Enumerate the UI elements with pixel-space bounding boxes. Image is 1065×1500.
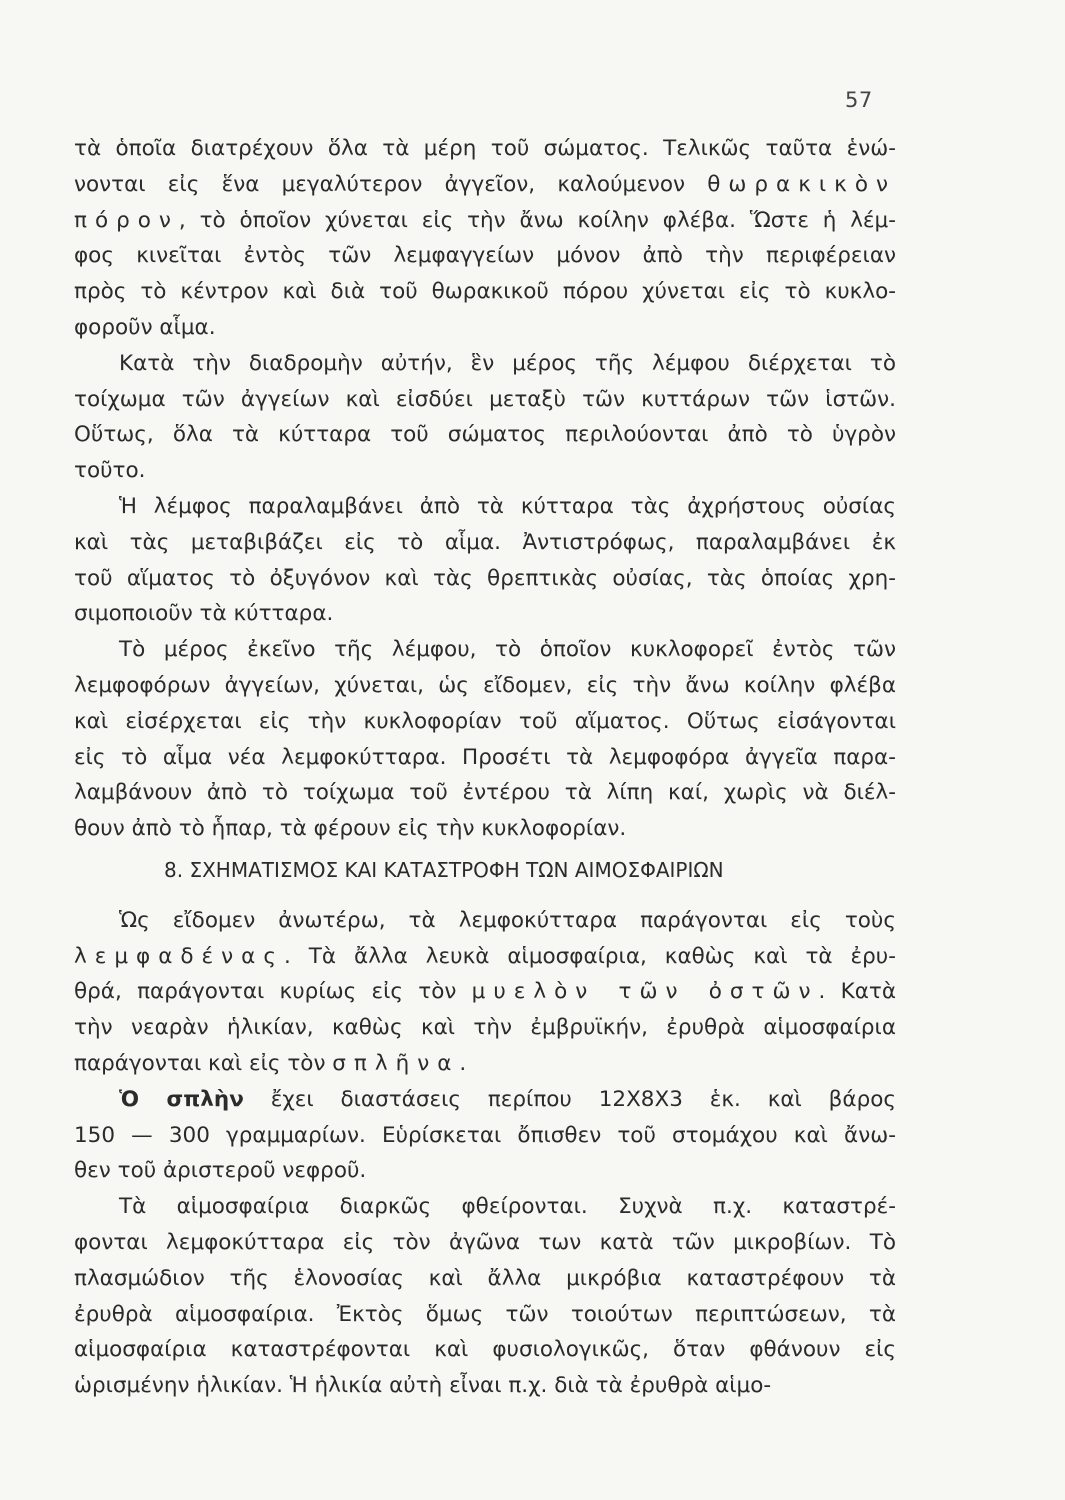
text-line [74, 903, 896, 939]
line-text: τὰ ὁποῖα διατρέχουν ὅλα τὰ μέρη τοῦ σώματος. Τελικῶς ταῦτα ἑνώ- [74, 136, 896, 161]
text-line [74, 310, 896, 346]
text-line [74, 417, 896, 453]
text-line [74, 453, 896, 489]
text-line [74, 668, 896, 704]
line-text: τὴν νεαρὰν ἡλικίαν, καθὼς καὶ τὴν ἐμβρυϊκήν, ἐρυθρὰ αἱμοσφαίρια [74, 1015, 896, 1041]
line-text: λαμβάνουν ἀπὸ τὸ τοίχωμα τοῦ ἐντέρου τὰ λίπη καί, χωρὶς νὰ διέλ- [74, 780, 896, 806]
text-line [74, 1153, 896, 1189]
spaced-term: θωρακικὸν [707, 171, 896, 197]
paragraph [74, 1082, 896, 1189]
line-text: καὶ τὰς μεταβιβάζει εἰς τὸ αἷμα. Ἀντιστρόφως, παραλαμβάνει ἐκ [74, 529, 896, 555]
line-text: εἰς τὸ αἷμα νέα λεμφοκύτταρα. Προσέτι τὰ λεμφοφόρα ἀγγεῖα παρα- [74, 744, 896, 770]
paragraph [74, 131, 896, 346]
line-text: φονται λεμφοκύτταρα εἰς τὸν ἀγῶνα των κατὰ τῶν μικροβίων. Τὸ [74, 1229, 896, 1255]
line-text: φος κινεῖται ἐντὸς τῶν λεμφαγγείων μόνον ἀπὸ τὴν περιφέρειαν [74, 243, 896, 269]
text-line [74, 1297, 896, 1333]
line-text: ἔχει διαστάσεις περίπου 12Χ8Χ3 ἑκ. καὶ βάρος [243, 1086, 896, 1112]
paragraph [74, 489, 896, 632]
line-text: Οὕτως, ὅλα τὰ κύτταρα τοῦ σώματος περιλούονται ἀπὸ τὸ ὑγρὸν [74, 422, 896, 448]
line-text: τοίχωμα τῶν ἀγγείων καὶ εἰσδύει μεταξὺ τῶν κυττάρων τῶν ἱστῶν. [74, 386, 896, 412]
line-text: Τὸ μέρος ἐκεῖνο τῆς λέμφου, τὸ ὁποῖον κυκλοφορεῖ ἐντὸς τῶν [119, 637, 896, 663]
text-line [74, 489, 896, 525]
line-text: Ὡς εἴδομεν ἀνωτέρω, τὰ λεμφοκύτταρα παράγονται εἰς τοὺς [119, 907, 896, 933]
line-text: καὶ εἰσέρχεται εἰς τὴν κυκλοφορίαν τοῦ αἵματος. Οὕτως εἰσάγονται [74, 708, 896, 734]
paragraph [74, 1189, 896, 1404]
bold-term: Ὁ σπλὴν [119, 1086, 244, 1112]
text-line [74, 1010, 896, 1046]
text-line [74, 131, 896, 167]
text-block-lymph [74, 131, 896, 847]
text-line [74, 382, 896, 418]
text-line [74, 596, 896, 632]
line-text: παράγονται καὶ εἰς τὸν [74, 1050, 333, 1076]
text-line [74, 238, 896, 274]
line-text: τοῦ αἵματος τὸ ὀξυγόνον καὶ τὰς θρεπτικὰς οὐσίας, τὰς ὁποίας χρη- [74, 565, 896, 591]
paragraph [74, 632, 896, 847]
page-number: 57 [845, 88, 873, 112]
line-text: φοροῦν αἷμα. [74, 314, 216, 340]
text-line [74, 939, 896, 975]
text-line [74, 632, 896, 668]
line-text: Κατὰ τὴν διαδρομὴν αὐτήν, ἓν μέρος τῆς λέμφου διέρχεται τὸ [119, 350, 896, 376]
text-line [74, 1046, 896, 1082]
text-line [74, 974, 896, 1010]
text-line [74, 346, 896, 382]
spaced-term: μυελὸν τῶν ὀστῶν [471, 979, 819, 1005]
line-text: τοῦτο. [74, 458, 146, 484]
line-text: πλασμώδιον τῆς ἑλονοσίας καὶ ἄλλα μικρόβια καταστρέφουν τὰ [74, 1265, 896, 1291]
line-text: πρὸς τὸ κέντρον καὶ διὰ τοῦ θωρακικοῦ πόρου χύνεται εἰς τὸ κυκλο- [74, 279, 896, 305]
line-text: νονται εἰς ἕνα μεγαλύτερον ἀγγεῖον, καλούμενον [74, 171, 708, 197]
text-line [74, 561, 896, 597]
text-line [74, 525, 896, 561]
line-text: θρά, παράγονται κυρίως εἰς τὸν [74, 979, 472, 1005]
line-text: ὡρισμένην ἡλικίαν. Ἡ ἡλικία αὐτὴ εἶναι π.χ. διὰ τὰ ἐρυθρὰ αἱμο- [74, 1373, 772, 1399]
line-text: αἱμοσφαίρια καταστρέφονται καὶ φυσιολογικῶς, ὅταν φθάνουν εἰς [74, 1337, 896, 1363]
text-line [74, 1082, 896, 1118]
line-text: Τὰ αἱμοσφαίρια διαρκῶς φθείρονται. Συχνὰ π.χ. καταστρέ- [119, 1194, 896, 1220]
line-text: 150 — 300 γραμμαρίων. Εὑρίσκεται ὄπισθεν τοῦ στομάχου καὶ ἄνω- [74, 1122, 896, 1148]
text-line [74, 704, 896, 740]
line-text: . [459, 1050, 467, 1076]
text-line [74, 203, 896, 239]
spaced-term: σπλῆνα [332, 1050, 460, 1076]
line-text: . Κατὰ [818, 979, 896, 1005]
paragraph [74, 903, 896, 1082]
spaced-term: πόρον [74, 207, 179, 233]
text-line [74, 274, 896, 310]
line-text: θεν τοῦ ἀριστεροῦ νεφροῦ. [74, 1158, 367, 1184]
text-line [74, 1368, 896, 1404]
paragraph [74, 346, 896, 489]
line-text: , τὸ ὁποῖον χύνεται εἰς τὴν ἄνω κοίλην φλέβα. Ὥστε ἡ λέμ- [178, 207, 896, 233]
text-line [74, 775, 896, 811]
page-body [74, 131, 896, 1404]
line-text: λεμφοφόρων ἀγγείων, χύνεται, ὡς εἴδομεν, εἰς τὴν ἄνω κοίλην φλέβα [74, 672, 896, 698]
text-line [74, 167, 896, 203]
line-text: Ἡ λέμφος παραλαμβάνει ἀπὸ τὰ κύτταρα τὰς ἀχρήστους οὐσίας [119, 493, 896, 519]
text-line [74, 1261, 896, 1297]
line-text: θουν ἀπὸ τὸ ἧπαρ, τὰ φέρουν εἰς τὴν κυκλοφορίαν. [74, 816, 627, 842]
spaced-term: λεμφαδένας [74, 943, 284, 969]
section-heading: 8. ΣΧΗΜΑΤΙΣΜΟΣ ΚΑΙ ΚΑΤΑΣΤΡΟΦΗ ΤΩΝ ΑΙΜΟΣΦΑΙΡΙΩΝ [164, 857, 724, 882]
text-line [74, 1225, 896, 1261]
line-text: . Τὰ ἄλλα λευκὰ αἱμοσφαίρια, καθὼς καὶ τὰ ἐρυ- [283, 943, 896, 969]
text-line [74, 740, 896, 776]
text-line [74, 1118, 896, 1154]
text-block-blood-cells [74, 903, 896, 1404]
line-text: ἐρυθρὰ αἱμοσφαίρια. Ἐκτὸς ὅμως τῶν τοιούτων περιπτώσεων, τὰ [74, 1301, 896, 1327]
text-line [74, 1332, 896, 1368]
text-line [74, 811, 896, 847]
line-text: σιμοποιοῦν τὰ κύτταρα. [74, 601, 334, 627]
text-line [74, 1189, 896, 1225]
